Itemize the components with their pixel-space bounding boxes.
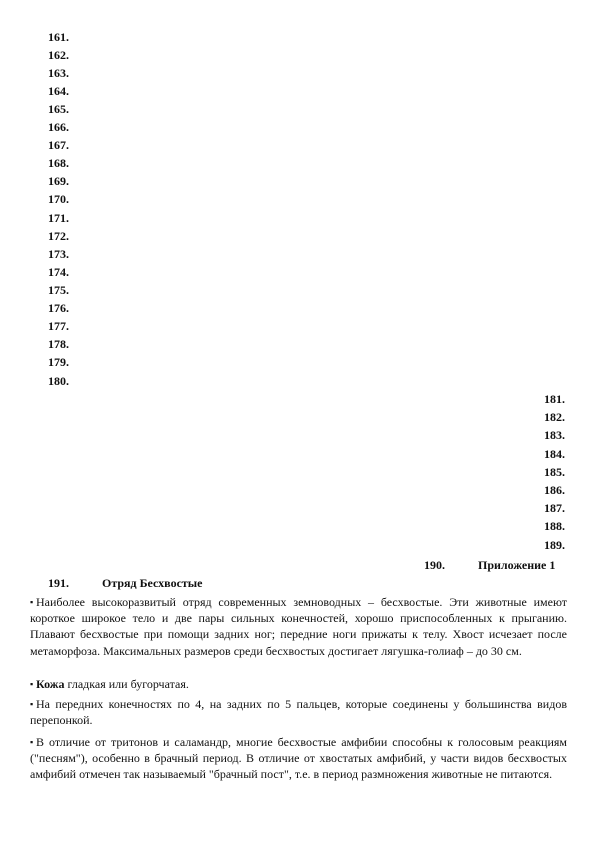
- section-number: 191.: [48, 576, 69, 590]
- paragraph-bold-term: Кожа: [36, 677, 65, 691]
- list-number: 165.: [48, 102, 69, 116]
- list-number: 170.: [48, 192, 69, 206]
- list-number: 161.: [48, 30, 69, 44]
- list-number: 163.: [48, 66, 69, 80]
- appendix-number: 190.: [424, 558, 445, 572]
- list-number: 179.: [48, 355, 69, 369]
- list-number: 174.: [48, 265, 69, 279]
- paragraph: [30, 594, 567, 659]
- paragraph-text: В отличие от тритонов и саламандр, многие бесхвостые амфибии способны к голосовым реакциям ("песням"), особенно в брачный период. В отличие от хвостатых амфибий, у части видов бесхвостых амфибий отмечен так называемый "брачный пост", т.е. в период размножения животные не питаются.: [30, 735, 567, 782]
- list-number: 162.: [48, 48, 69, 62]
- list-number: 167.: [48, 138, 69, 152]
- list-number: 166.: [48, 120, 69, 134]
- section-title: Отряд Бесхвостые: [102, 576, 203, 590]
- list-number: 189.: [544, 538, 565, 552]
- list-number: 172.: [48, 229, 69, 243]
- paragraph-text: гладкая или бугорчатая.: [64, 677, 189, 691]
- list-number: 185.: [544, 465, 565, 479]
- list-number: 183.: [544, 428, 565, 442]
- list-number: 176.: [48, 301, 69, 315]
- bullet-icon: ▪: [30, 699, 34, 709]
- paragraph: [30, 696, 567, 728]
- list-number: 171.: [48, 211, 69, 225]
- list-number: 180.: [48, 374, 69, 388]
- list-number: 177.: [48, 319, 69, 333]
- list-number: 187.: [544, 501, 565, 515]
- bullet-icon: ▪: [30, 679, 34, 689]
- list-number: 184.: [544, 447, 565, 461]
- list-number: 181.: [544, 392, 565, 406]
- list-number: 178.: [48, 337, 69, 351]
- list-number: 164.: [48, 84, 69, 98]
- bullet-icon: ▪: [30, 737, 34, 747]
- list-number: 186.: [544, 483, 565, 497]
- paragraph-text: На передних конечностях по 4, на задних по 5 пальцев, которые соединены у большинства видов перепонкой.: [30, 697, 567, 728]
- appendix-label: Приложение 1: [478, 558, 556, 572]
- list-number: 169.: [48, 174, 69, 188]
- list-number: 182.: [544, 410, 565, 424]
- paragraph: [30, 734, 567, 783]
- list-number: 173.: [48, 247, 69, 261]
- list-number: 168.: [48, 156, 69, 170]
- list-number: 175.: [48, 283, 69, 297]
- bullet-icon: ▪: [30, 597, 34, 607]
- paragraph-text: Наиболее высокоразвитый отряд современных земноводных – бесхвостые. Эти животные имеют короткое широкое тело и две пары сильных конечностей, хорошо приспособленных к прыганию. Плавают бесхвостые при помощи задних ног; передние ноги прижаты к телу. Хвост исчезает после метаморфоза. Максимальных размеров среди бесхвостых достигает лягушка-голиаф – до 30 см.: [30, 595, 567, 658]
- list-number: 188.: [544, 519, 565, 533]
- paragraph: [30, 676, 567, 692]
